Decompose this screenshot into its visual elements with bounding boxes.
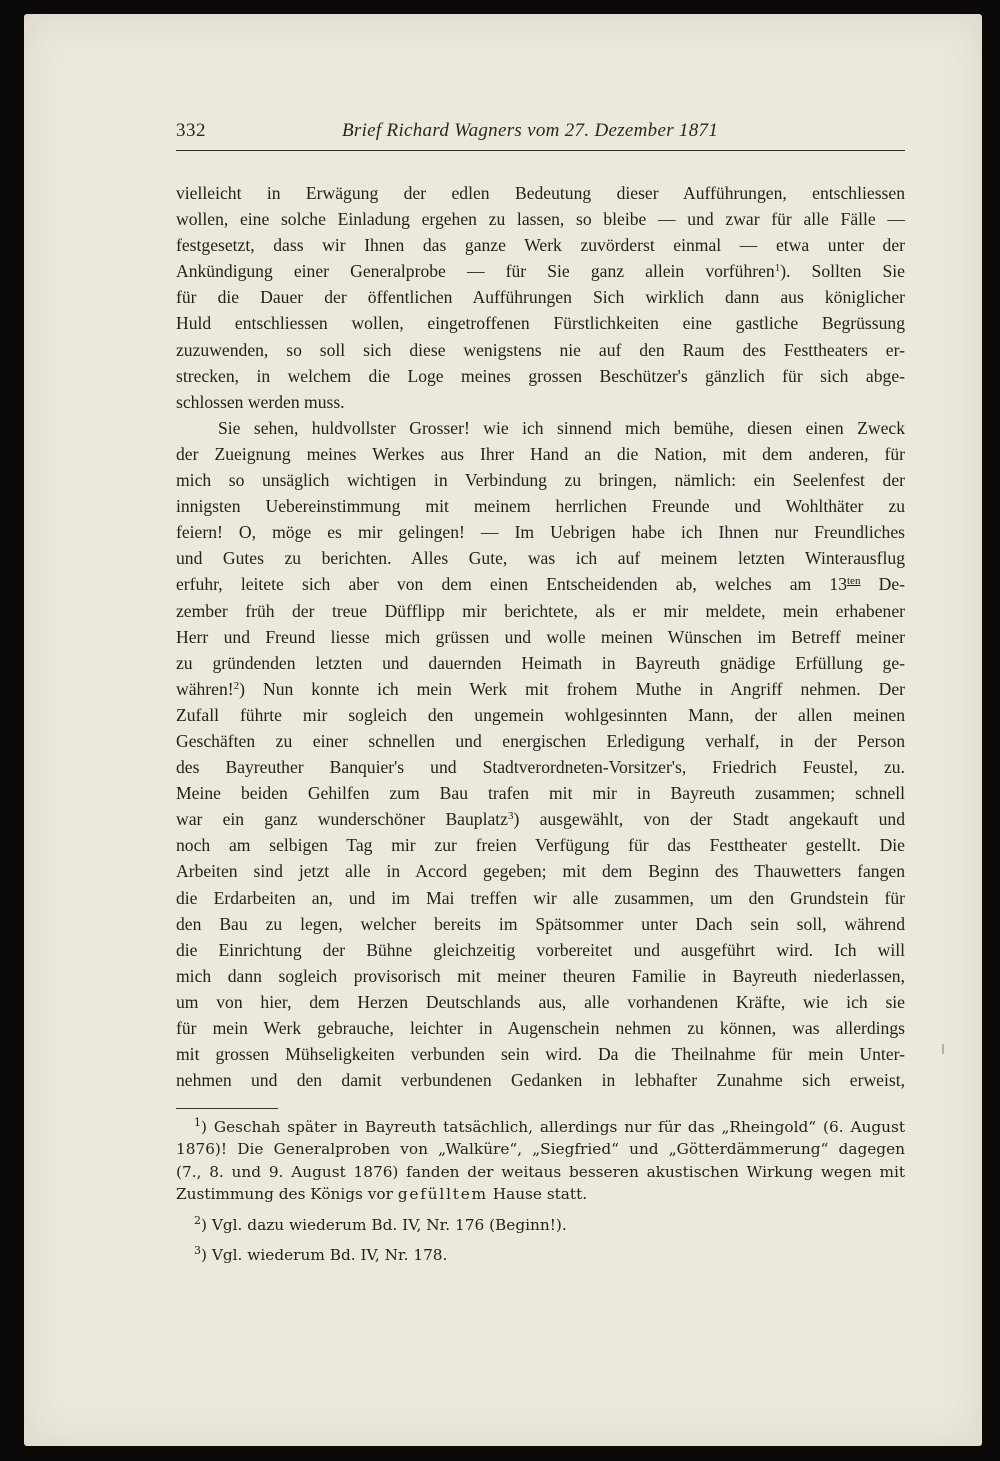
body-line-with-ordinal: erfuhr, leitete sich aber von dem einen Entscheidenden ab, welches am $13^{ten}$ De- (176, 574, 905, 595)
ordinal-suffix: ten (847, 575, 861, 588)
body-line: die Erdarbeiten an, und im Mai treffen wir alle zusammen, um den Grundstein für (176, 887, 905, 908)
page-number: 332 (176, 120, 206, 141)
footnote-line: 1876)! Die Generalproben von „Walküre“, „Siegfried“ und „Götterdämmerung“ dagegen (176, 1140, 905, 1159)
body-line: den Bau zu legen, welcher bereits im Spätsommer unter Dach sein soll, während (176, 913, 905, 934)
footnote-line: (7., 8. und 9. August 1876) fanden der weitaus besseren akustischen Wirkung wegen mit (176, 1162, 905, 1181)
body-line: der Zueignung meines Werkes aus Ihrer Hand an die Nation, mit dem anderen, für (176, 443, 905, 464)
body-line: strecken, in welchem die Loge meines grossen Beschützer's gänzlich für sich abge- (176, 365, 905, 386)
footnote-1 (176, 1116, 905, 1206)
body-line-with-footnote-3: war ein ganz wunderschöner Bauplatz$^3$) ausgewählt, von der Stadt angekauft und (176, 809, 905, 830)
footnote-2 (176, 1214, 905, 1236)
body-line: um von hier, dem Herzen Deutschlands aus, alle vorhandenen Kräfte, wie ich sie (176, 991, 905, 1012)
paragraph-start: Sie sehen, huldvollster Grosser! wie ich sinnend mich bemühe, diesen einen Zweck (218, 417, 905, 438)
footnote-line: Zustimmung des Königs vor gefülltem Hause statt. (176, 1185, 588, 1204)
body-line: mit grossen Mühseligkeiten verbunden sein wird. Da die Theilnahme für mein Unter- (176, 1044, 905, 1065)
body-line: nehmen und den damit verbundenen Gedanken in lebhafter Zunahme sich erweist, (176, 1070, 905, 1091)
footnote-line: $^1$) Geschah später in Bayreuth tatsächlich, allerdings nur für das „Rheingold“ (6. August (194, 1116, 905, 1136)
body-line: Meine beiden Gehilfen zum Bau trafen mit mir in Bayreuth zusammen; schnell (176, 783, 905, 804)
body-line: mich so unsäglich wichtigen in Verbindung zu bringen, nämlich: ein Seelenfest der (176, 470, 905, 491)
body-line: Huld entschliessen wollen, eingetroffenen Fürstlichkeiten eine gastliche Begrüssung (176, 313, 905, 334)
body-line: noch am selbigen Tag mir zur freien Verfügung für das Festtheater gestellt. Die (176, 835, 905, 856)
body-line: mich dann sogleich provisorisch mit meiner theuren Familie in Bayreuth niederlassen, (176, 965, 905, 986)
body-text (176, 180, 905, 1093)
body-line: vielleicht in Erwägung der edlen Bedeutung dieser Aufführungen, entschliessen (176, 183, 905, 203)
footnote-rule (176, 1108, 278, 1109)
body-line: Geschäften zu einer schnellen und energischen Erledigung verhalf, in der Person (176, 730, 905, 751)
footnote-ref-2: 2 (233, 679, 240, 692)
footnotes (176, 1116, 905, 1274)
footnote-line: $^3$) Vgl. wiederum Bd. IV, Nr. 178. (194, 1243, 448, 1264)
body-line: zu gründenden letzten und dauernden Heimath in Bayreuth gnädige Erfüllung ge- (176, 652, 905, 673)
body-line: die Einrichtung der Bühne gleichzeitig vorbereitet und ausgeführt wird. Ich will (176, 939, 905, 960)
body-line-with-footnote-2: währen!$^2$) Nun konnte ich mein Werk mit frohem Muthe in Angriff nehmen. Der (176, 678, 905, 699)
footnote-ref-3: 3 (507, 810, 514, 823)
body-line: Arbeiten sind jetzt alle in Accord gegeben; mit dem Beginn des Thauwetters fangen (176, 861, 905, 882)
running-title: Brief Richard Wagners vom 27. Dezember 1871 (342, 120, 719, 141)
body-line: und Gutes zu berichten. Alles Gute, was ich auf meinem letzten Winterausflug (176, 548, 905, 569)
body-line: für die Dauer der öffentlichen Aufführungen Sich wirklich dann aus königlicher (176, 287, 905, 308)
body-line: feiern! O, möge es mir gelingen! — Im Uebrigen habe ich Ihnen nur Freundliches (176, 522, 905, 543)
body-line: schlossen werden muss. (176, 391, 345, 412)
body-line: wollen, eine solche Einladung ergehen zu lassen, so bleibe — und zwar für alle Fälle — (176, 209, 905, 230)
running-header (176, 118, 905, 151)
body-line: festgesetzt, dass wir Ihnen das ganze Werk zuvörderst einmal — etwa unter der (176, 235, 905, 256)
body-line: zember früh der treue Düfflipp mir berichtete, als er mir meldete, mein erhabener (176, 600, 905, 621)
footnote-line: $^2$) Vgl. dazu wiederum Bd. IV, Nr. 176 (Beginn!). (194, 1213, 567, 1234)
body-line: für mein Werk gebrauche, leichter in Augenschein nehmen zu können, was allerdings (176, 1018, 905, 1038)
body-line: Herr und Freund liesse mich grüssen und wolle meinen Wünschen im Betreff meiner (176, 626, 905, 647)
body-line: des Bayreuther Banquier's und Stadtverordneten-Vorsitzer's, Friedrich Feustel, zu. (176, 757, 905, 778)
footnote-3 (176, 1244, 905, 1266)
spaced-emphasis: gefülltem (397, 1185, 488, 1204)
margin-mark (942, 1044, 944, 1054)
body-line-with-footnote-1: Ankündigung einer Generalprobe — für Sie ganz allein vorführen$^1$). Sollten Sie (176, 261, 905, 282)
body-line: Zufall führte mir sogleich den ungemein wohlgesinnten Mann, der allen meinen (176, 704, 905, 725)
body-line: innigsten Uebereinstimmung mit meinem herrlichen Freunde und Wohlthäter zu (176, 496, 905, 517)
footnote-ref-1: 1 (774, 262, 781, 275)
body-line: zuzuwenden, so soll sich diese wenigstens nie auf den Raum des Festtheaters er- (176, 339, 905, 360)
